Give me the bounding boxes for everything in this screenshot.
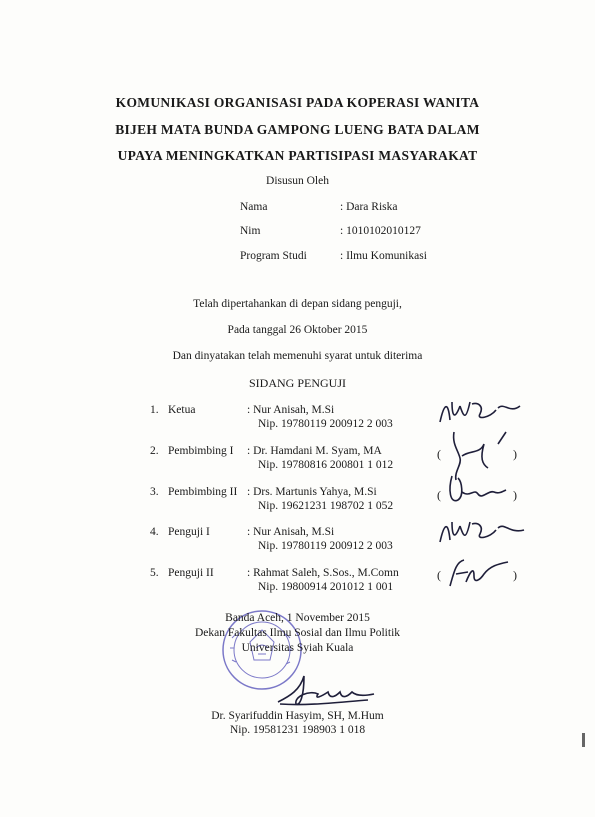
author-nim-value: : 1010102010127	[340, 225, 421, 237]
examiner-1-nip: Nip. 19780119 200912 2 003	[258, 418, 393, 430]
examiner-4-signature	[430, 512, 530, 552]
author-prodi-label: Program Studi	[240, 250, 307, 262]
examiner-3-name: : Drs. Martunis Yahya, M.Si	[247, 486, 377, 498]
sidang-penguji-heading: SIDANG PENGUJI	[248, 376, 346, 390]
examiner-5-role: Penguji II	[168, 567, 214, 579]
approval-place-date: Banda Aceh, 1 November 2015	[225, 612, 370, 624]
dean-signature	[270, 666, 380, 712]
examiner-3-paren-open: (	[437, 488, 441, 502]
examiner-4-role: Penguji I	[168, 526, 210, 538]
title-line-1: KOMUNIKASI ORGANISASI PADA KOPERASI WANITA	[115, 95, 480, 110]
examiner-5-signature	[440, 552, 520, 592]
disusun-oleh: Disusun Oleh	[266, 175, 329, 187]
title-line-3: UPAYA MENINGKATKAN PARTISIPASI MASYARAKAT	[117, 148, 478, 163]
examiner-3-paren-close: )	[513, 488, 517, 502]
examiner-2-role: Pembimbing I	[168, 445, 234, 457]
scan-edge-mark	[582, 733, 585, 747]
examiner-4-name: : Nur Anisah, M.Si	[247, 526, 335, 538]
examiner-4-number: 4.	[150, 526, 159, 538]
examiner-2-paren-close: )	[513, 447, 517, 461]
author-prodi-value: : Ilmu Komunikasi	[340, 250, 427, 262]
approval-name: Dr. Syarifuddin Hasyim, SH, M.Hum	[211, 710, 384, 722]
examiner-1-role: Ketua	[168, 404, 196, 416]
examiner-5-nip: Nip. 19800914 201012 1 001	[258, 581, 394, 593]
examiner-2-nip: Nip. 19780816 200801 1 012	[258, 459, 394, 471]
examiner-2-number: 2.	[150, 445, 159, 457]
examiner-1-name: : Nur Anisah, M.Si	[247, 404, 335, 416]
examiner-3-number: 3.	[150, 486, 159, 498]
examiner-3-nip: Nip. 19621231 198702 1 052	[258, 500, 394, 512]
examiner-5-paren-open: (	[437, 568, 441, 582]
examiner-2-name: : Dr. Hamdani M. Syam, MA	[247, 445, 382, 457]
author-name-value: : Dara Riska	[340, 201, 398, 213]
examiner-5-paren-close: )	[513, 568, 517, 582]
examiner-2-paren-open: (	[437, 447, 441, 461]
examiner-1-number: 1.	[150, 404, 159, 416]
examiner-5-name: : Rahmat Saleh, S.Sos., M.Comn	[247, 567, 399, 579]
approval-nip: Nip. 19581231 198903 1 018	[229, 724, 366, 736]
approval-institution: Universitas Syiah Kuala	[241, 642, 354, 654]
author-name-label: Nama	[240, 201, 268, 213]
statement-line-3: Dan dinyatakan telah memenuhi syarat untuk diterima	[172, 350, 423, 362]
statement-line-1: Telah dipertahankan di depan sidang penguji,	[193, 298, 402, 310]
examiner-3-signature	[440, 470, 520, 510]
examiner-5-number: 5.	[150, 567, 159, 579]
title-line-2: BIJEH MATA BUNDA GAMPONG LUENG BATA DALAM	[115, 122, 480, 137]
approval-position: Dekan Fakultas Ilmu Sosial dan Ilmu Politik	[194, 627, 401, 639]
author-nim-label: Nim	[240, 225, 261, 237]
examiner-4-nip: Nip. 19780119 200912 2 003	[258, 540, 393, 552]
examiner-3-role: Pembimbing II	[168, 486, 238, 498]
statement-line-2: Pada tanggal 26 Oktober 2015	[227, 324, 368, 336]
